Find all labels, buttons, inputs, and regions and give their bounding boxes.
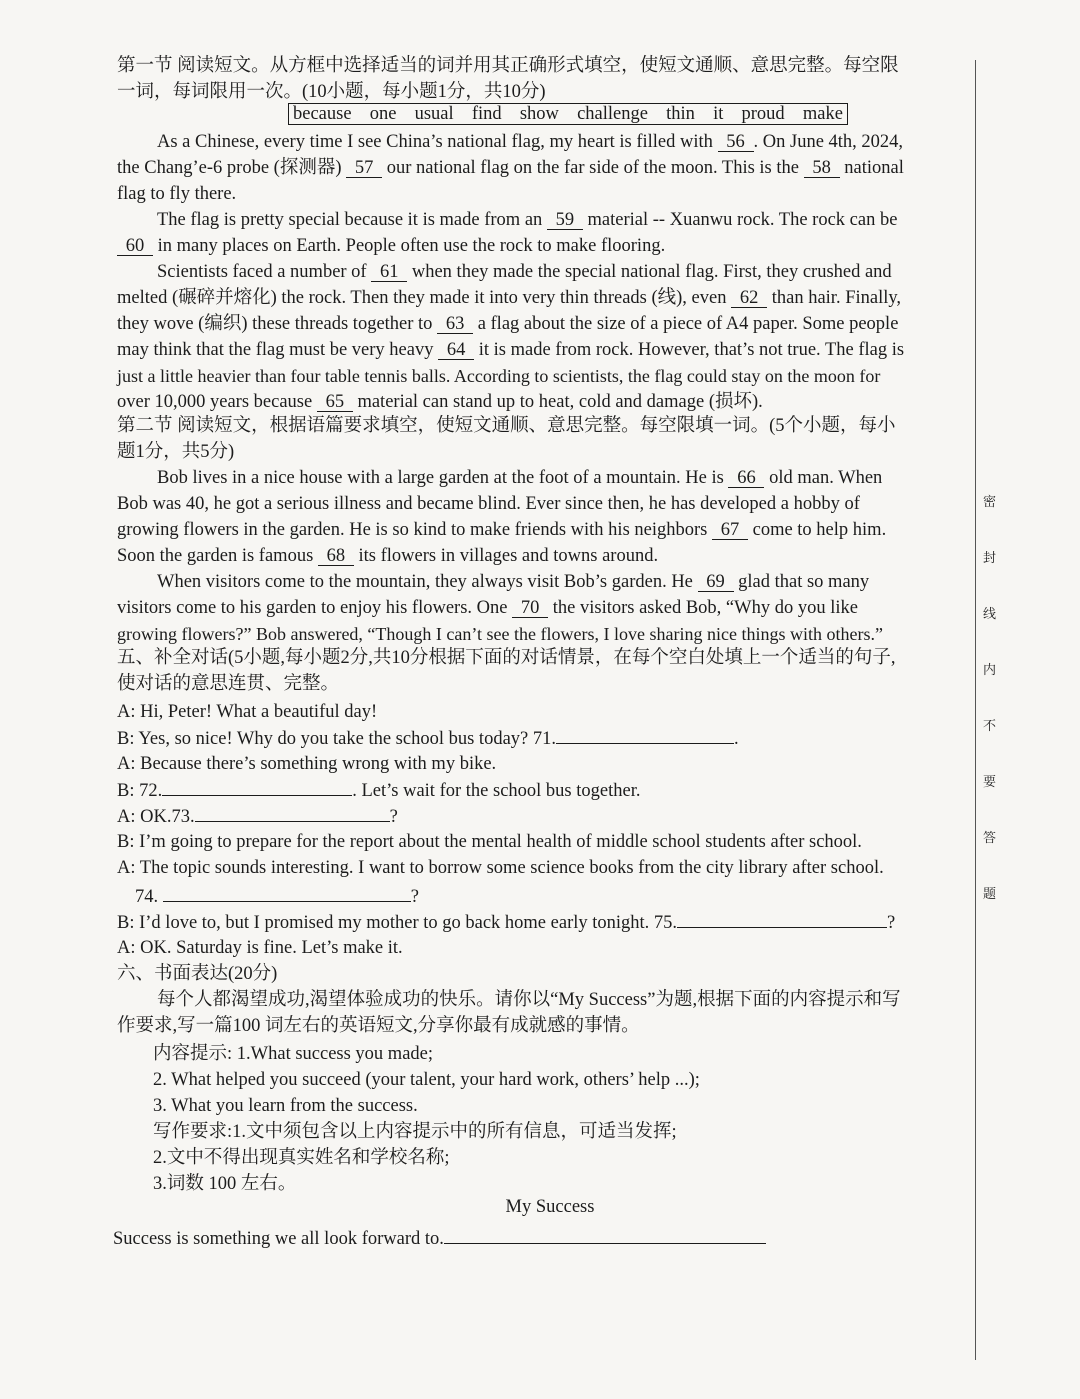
seal-line-text: [983, 495, 997, 943]
blank-61[interactable]: 61: [371, 263, 407, 282]
essay-start: Success is something we all look forward to.: [113, 1227, 973, 1250]
seal-char: 内: [983, 662, 997, 677]
word-box-item: show: [519, 103, 559, 124]
writing-requirement: 写作要求:1.文中须包含以上内容提示中的所有信息，可适当发挥;: [153, 1122, 677, 1142]
writing-requirement: 2.文中不得出现真实姓名和学校名称;: [153, 1148, 450, 1168]
seal-char: 线: [983, 606, 997, 621]
passage-line: the Chang’e-6 probe (探测器) 57 our national flag on the far side of the moon. This is the 58 national: [117, 158, 904, 178]
blank-70[interactable]: 70: [512, 599, 548, 618]
blank-64[interactable]: 64: [438, 341, 474, 360]
passage-line: growing flowers?” Bob answered, “Though I can’t see the flowers, I love sharing nice things with others.”: [117, 624, 883, 644]
word-box: [288, 103, 848, 125]
word-box-item: find: [471, 103, 502, 124]
seal-char: 不: [983, 718, 997, 733]
word-box-item: usual: [414, 103, 454, 124]
passage-line: As a Chinese, every time I see China’s national flag, my heart is filled with 56 . On June 4th, 2024,: [157, 132, 904, 152]
dialogue-line: A: Because there’s something wrong with my bike.: [117, 754, 497, 774]
seal-char: 封: [983, 550, 997, 565]
dialogue-line: A: OK. Saturday is fine. Let’s make it.: [117, 938, 403, 958]
passage-line: flag to fly there.: [117, 184, 237, 204]
passage-line: Soon the garden is famous 68 its flowers in villages and towns around.: [117, 546, 659, 566]
section2-heading: 第二节 阅读短文，根据语篇要求填空，使短文通顺、意思完整。每空限填一词。(5个小题，每小: [117, 416, 896, 436]
section5-heading-cont: 使对话的意思连贯、完整。: [117, 674, 340, 694]
passage-line: Scientists faced a number of 61 when they made the special national flag. First, they crushed and: [157, 262, 892, 282]
section2-heading-cont: 题1分，共5分): [117, 442, 235, 462]
blank-60[interactable]: 60: [117, 237, 153, 256]
essay-answer-line[interactable]: [444, 1227, 766, 1244]
dialogue-line: B: 72. . Let’s wait for the school bus together.: [117, 781, 641, 801]
dialogue-line: 74. ?: [135, 887, 419, 907]
dialogue-line: A: OK.73. ?: [117, 807, 398, 827]
content-hint: 3. What you learn from the success.: [153, 1096, 418, 1116]
passage-line: Bob lives in a nice house with a large garden at the foot of a mountain. He is 66 old man. When: [157, 468, 883, 488]
blank-68[interactable]: 68: [318, 547, 354, 566]
blank-65[interactable]: 65: [317, 393, 353, 412]
passage-line: When visitors come to the mountain, they always visit Bob’s garden. He 69 glad that so many: [157, 572, 870, 592]
dialogue-line: B: I’d love to, but I promised my mother to go back home early tonight. 75. ?: [117, 913, 896, 933]
passage-line: they wove (编织) these threads together to 63 a flag about the size of a piece of A4 paper. Some people: [117, 314, 899, 334]
blank-75[interactable]: [677, 911, 887, 928]
blank-67[interactable]: 67: [712, 521, 748, 540]
passage-line: melted (碾碎并熔化) the rock. Then they made it into very thin threads (线), even 62 than hair. Finally,: [117, 288, 902, 308]
passage-line: 60 in many places on Earth. People often use the rock to make flooring.: [117, 235, 977, 257]
passage-line: over 10,000 years because 65 material can stand up to heat, cold and damage (损坏).: [117, 392, 763, 412]
content-hint: 内容提示: 1.What success you made;: [153, 1044, 434, 1064]
section1-heading: 第一节 阅读短文。从方框中选择适当的词并用其正确形式填空，使短文通顺、意思完整。每空限: [117, 56, 899, 76]
writing-requirement: 3.词数 100 左右。: [153, 1174, 297, 1194]
content-hint: 2. What helped you succeed (your talent, your hard work, others’ help ...);: [153, 1070, 700, 1090]
blank-56[interactable]: 56: [718, 133, 754, 152]
word-box-item: one: [369, 103, 397, 124]
passage-line: just a little heavier than four table tennis balls. According to scientists, the flag could stay on the moon for: [117, 366, 881, 386]
blank-63[interactable]: 63: [437, 315, 473, 334]
passage-line: The flag is pretty special because it is made from an 59 material -- Xuanwu rock. The rock can be: [157, 210, 898, 230]
word-box-item: challenge: [577, 103, 648, 124]
passage-line: may think that the flag must be very heavy 64 it is made from rock. However, that’s not true. The flag is: [117, 340, 905, 360]
blank-66[interactable]: 66: [728, 469, 764, 488]
word-box-item: proud: [741, 103, 785, 124]
section6-heading: 六、书面表达(20分): [117, 964, 278, 984]
seal-char: 要: [983, 774, 997, 789]
dialogue-line: B: I’m going to prepare for the report about the mental health of middle school students after school.: [117, 832, 862, 852]
seal-char: 密: [983, 494, 997, 509]
passage-line: visitors come to his garden to enjoy his flowers. One 70 the visitors asked Bob, “Why do you like: [117, 598, 858, 618]
section5-heading: 五、补全对话(5小题,每小题2分,共10分根据下面的对话情景，在每个空白处填上一个适当的句子,: [117, 648, 896, 668]
blank-74[interactable]: [163, 885, 411, 902]
seal-char: 答: [983, 830, 997, 845]
word-box-item: because: [293, 103, 352, 124]
blank-71[interactable]: [556, 727, 734, 744]
blank-73[interactable]: [195, 805, 390, 822]
passage-line: Bob was 40, he got a serious illness and became blind. Ever since then, he has developed a hobby of: [117, 494, 860, 514]
section1-heading-cont: 一词，每词限用一次。(10小题，每小题1分，共10分): [117, 82, 546, 102]
blank-59[interactable]: 59: [547, 211, 583, 230]
word-box-item: thin: [666, 103, 695, 124]
seal-char: 题: [983, 886, 997, 901]
word-box-item: make: [802, 103, 843, 124]
blank-57[interactable]: 57: [346, 159, 382, 178]
dialogue-line: B: Yes, so nice! Why do you take the school bus today? 71. .: [117, 729, 739, 749]
dialogue-line: A: The topic sounds interesting. I want to borrow some science books from the city library after school.: [117, 858, 884, 878]
word-box-item: it: [713, 103, 724, 124]
writing-intro: 每个人都渴望成功,渴望体验成功的快乐。请你以“My Success”为题,根据下面的内容提示和写: [157, 990, 901, 1010]
blank-62[interactable]: 62: [731, 289, 767, 308]
blank-69[interactable]: 69: [698, 573, 734, 592]
blank-72[interactable]: [162, 779, 352, 796]
dialogue-line: A: Hi, Peter! What a beautiful day!: [117, 702, 378, 722]
blank-58[interactable]: 58: [804, 159, 840, 178]
essay-title: My Success: [505, 1197, 595, 1217]
passage-line: growing flowers in the garden. He is so kind to make friends with his neighbors 67 come to help him.: [117, 520, 887, 540]
writing-intro-cont: 作要求,写一篇100 词左右的英语短文,分享你最有成就感的事情。: [117, 1016, 640, 1036]
